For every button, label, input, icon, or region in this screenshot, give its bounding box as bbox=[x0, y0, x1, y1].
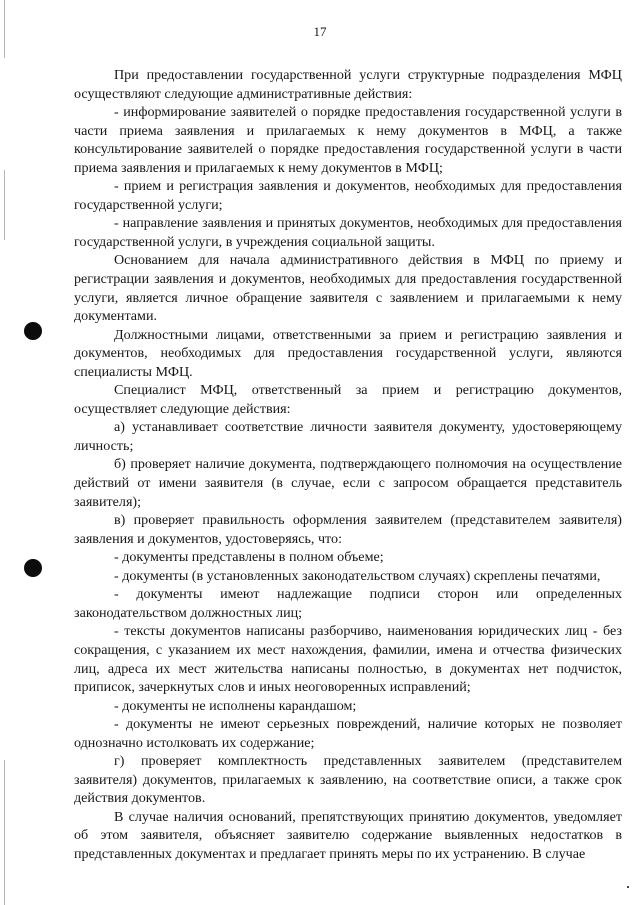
binder-hole bbox=[24, 559, 42, 577]
list-item: г) проверяет комплектность представленных заявителем (представителем заявителя) документов, прилагаемых к заявлению, на соответствие описи, а также срок действия документов. bbox=[74, 753, 622, 807]
list-item: - информирование заявителей о порядке предоставления государственной услуги в части приема заявления и прилагаемых к нему документов в МФЦ, а также консультирование заявителей о порядке предоставления государственной услуги в части приема заявления и прилагаемых к нему документов в МФЦ; bbox=[74, 104, 622, 176]
paragraph: При предоставлении государственной услуги структурные подразделения МФЦ осуществляют следующие административные действия: bbox=[74, 67, 622, 102]
list-item: в) проверяет правильность оформления заявителем (представителем заявителя) заявления и документов, удостоверяясь, что: bbox=[74, 512, 622, 547]
list-item: - прием и регистрация заявления и документов, необходимых для предоставления государственной услуги; bbox=[74, 178, 622, 213]
paragraph: Специалист МФЦ, ответственный за прием и регистрацию документов, осуществляет следующие действия: bbox=[74, 382, 622, 417]
list-item: б) проверяет наличие документа, подтверждающего полномочия на осуществление действий от имени заявителя (в случае, если с запросом обращается представитель заявителя); bbox=[74, 456, 622, 510]
list-item: - направление заявления и принятых документов, необходимых для предоставления государственной услуги, в учреждения социальной защиты. bbox=[74, 215, 622, 250]
list-item: - тексты документов написаны разборчиво, наименования юридических лиц - без сокращения, с указанием их мест нахождения, фамилии, имена и отчества физических лиц, адреса их мест жительства написаны полностью, в документах нет подчисток, приписок, зачеркнутых слов и иных неоговоренных исправлений; bbox=[74, 623, 622, 696]
list-item: - документы представлены в полном объеме; bbox=[114, 549, 384, 566]
scan-margin-line bbox=[4, 760, 5, 905]
paragraph: Должностными лицами, ответственными за прием и регистрацию заявления и документов, необходимых для предоставления государственной услуги, являются специалисты МФЦ. bbox=[74, 326, 622, 380]
list-item: - документы (в установленных законодательством случаях) скреплены печатями, bbox=[114, 567, 601, 584]
document-body bbox=[74, 66, 622, 864]
scan-speck bbox=[627, 886, 629, 888]
list-item: - документы не исполнены карандашом; bbox=[114, 697, 357, 714]
list-item: - документы не имеют серьезных повреждений, наличие которых не позволяет однозначно истолковать их содержание; bbox=[74, 716, 622, 751]
list-item: - документы имеют надлежащие подписи сторон или определенных законодательством должностных лиц; bbox=[74, 586, 622, 621]
page-number: 17 bbox=[313, 24, 327, 39]
list-item: а) устанавливает соответствие личности заявителя документу, удостоверяющему личность; bbox=[74, 419, 622, 454]
scan-margin-line bbox=[4, 170, 5, 240]
paragraph: Основанием для начала административного действия в МФЦ по приему и регистрации заявления и документов, необходимых для предоставления государственной услуги, является личное обращение заявителя с заявлением и прилагаемыми к нему документами. bbox=[74, 252, 622, 325]
binder-hole bbox=[24, 322, 42, 340]
paragraph: В случае наличия оснований, препятствующих принятию документов, уведомляет об этом заявителя, объясняет заявителю содержание выявленных недостатков в представленных документах и предлагает принять меры по их устранению. В случае bbox=[74, 808, 622, 862]
